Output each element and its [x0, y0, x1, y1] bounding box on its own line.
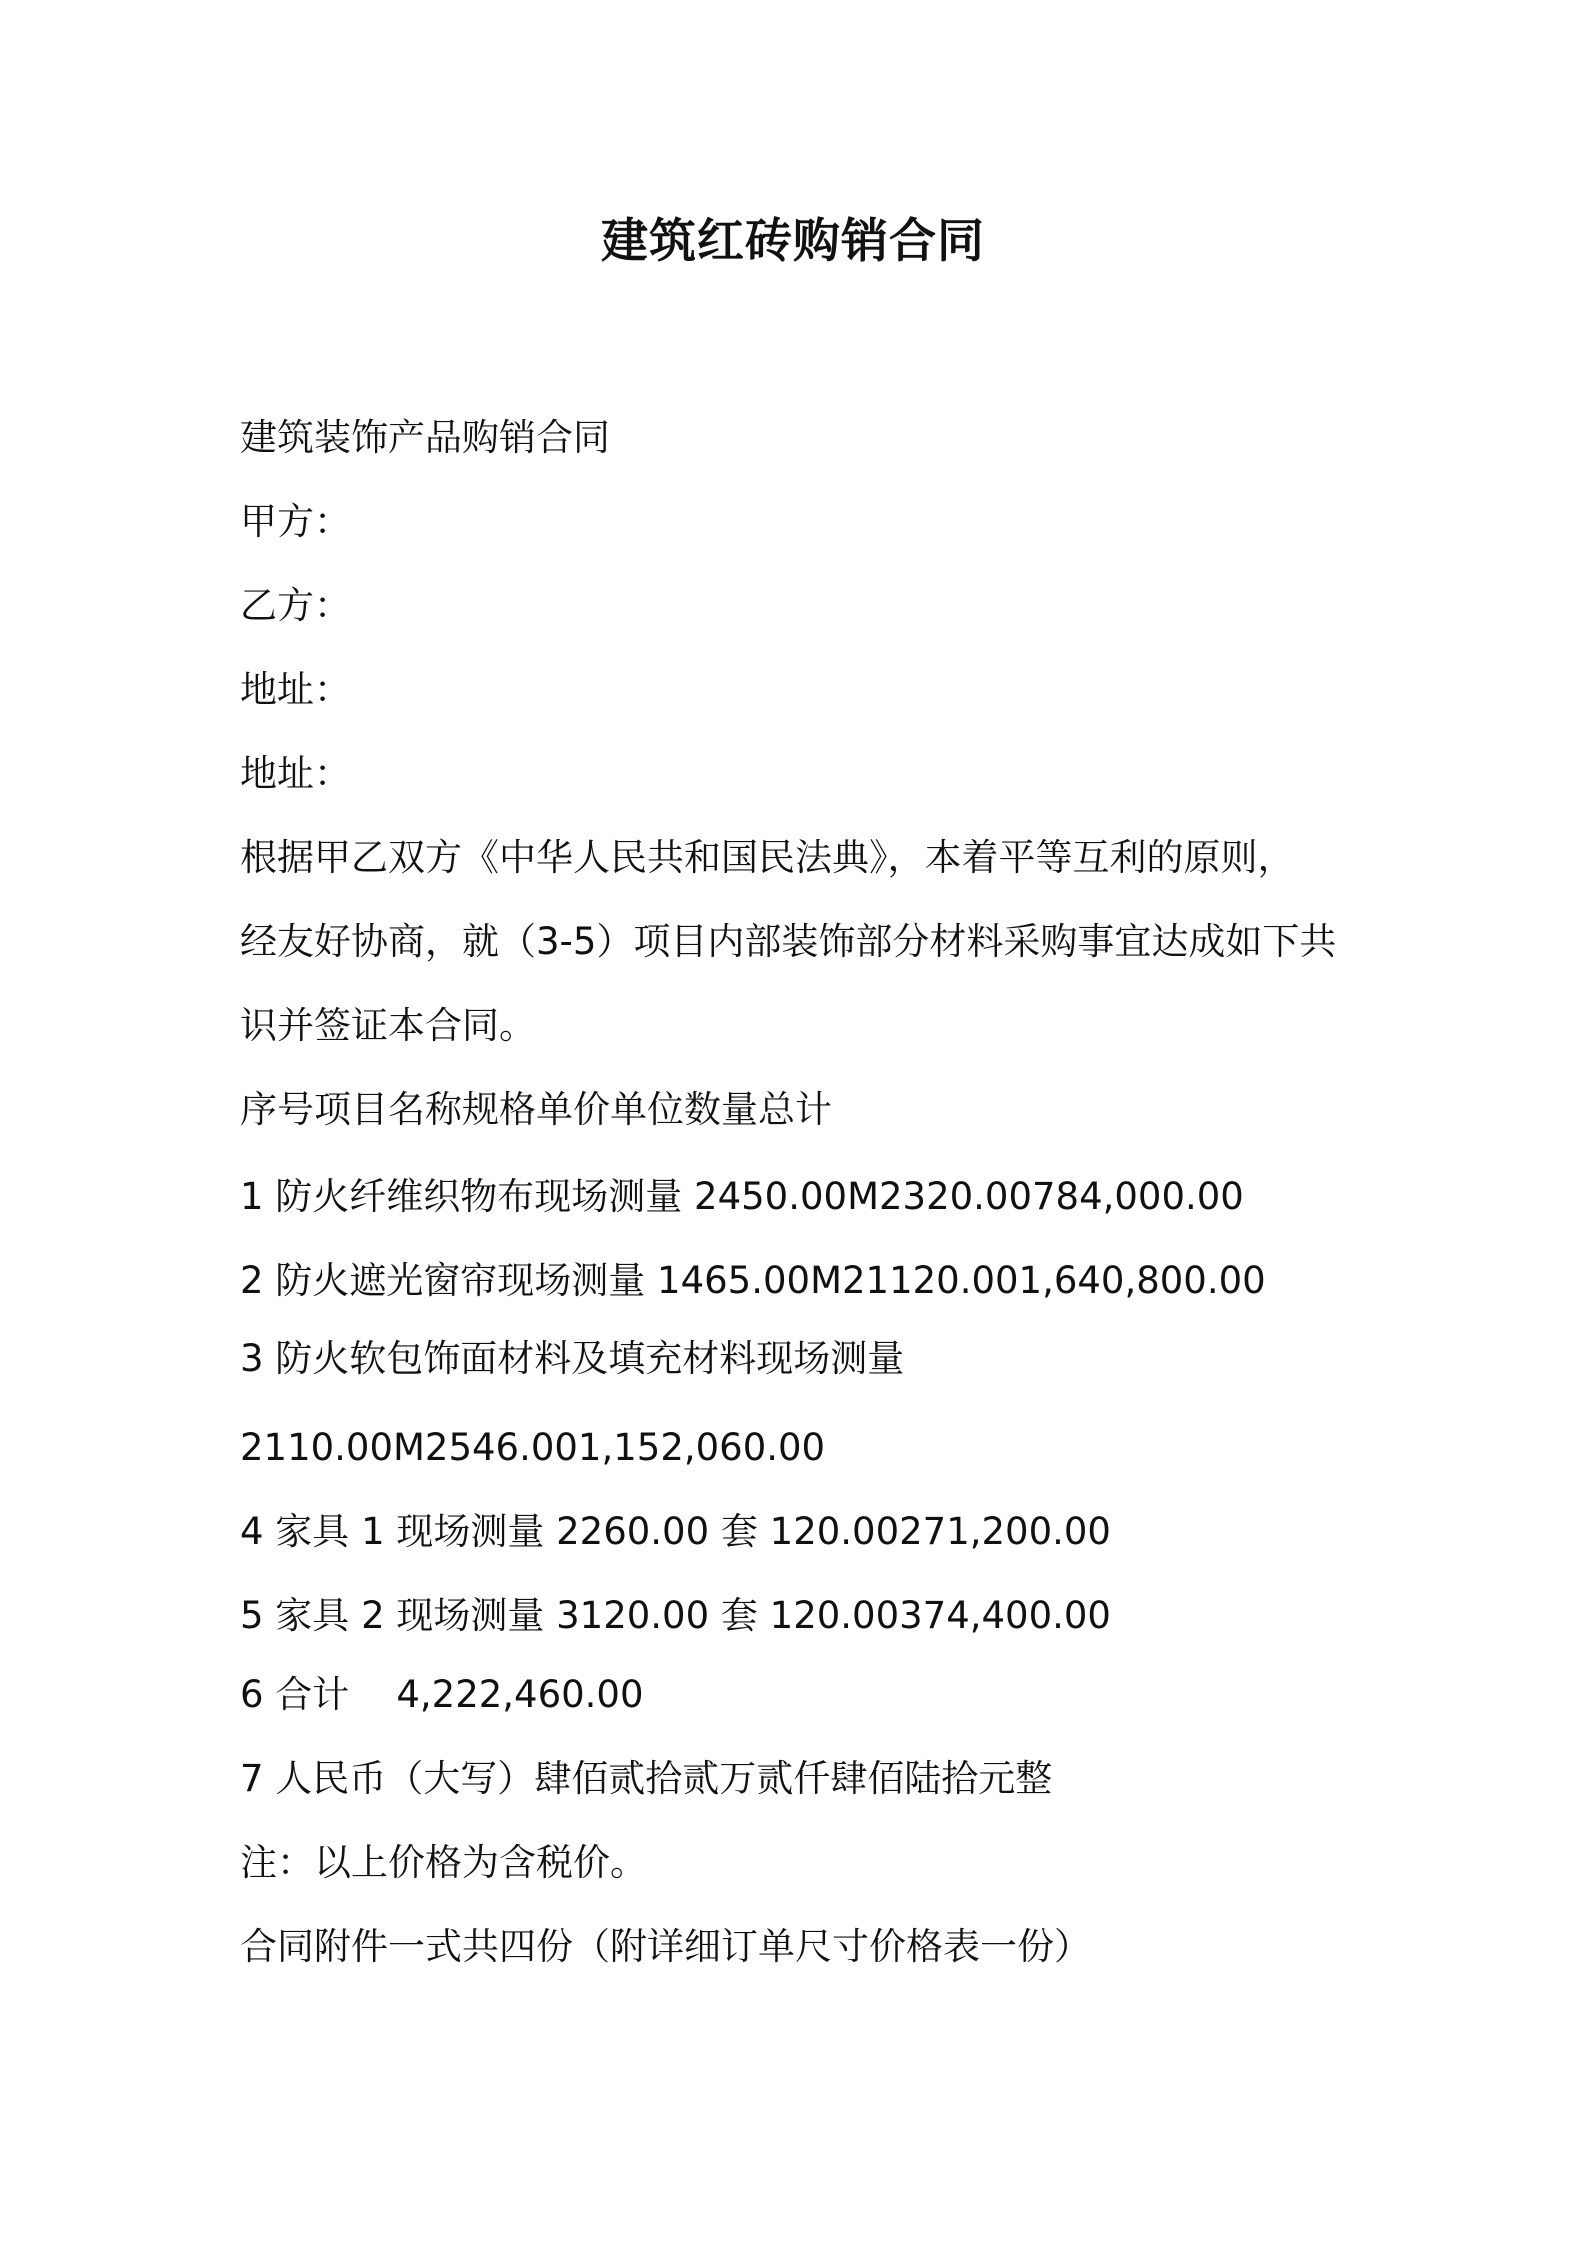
intro-paragraph-line-3: 识并签证本合同。	[240, 1004, 536, 1047]
intro-paragraph-line-2: 经友好协商，就（3-5）项目内部装饰部分材料采购事宜达成如下共	[240, 920, 1337, 963]
party-b-label: 乙方：	[240, 584, 351, 627]
address-label-2: 地址：	[240, 752, 351, 795]
total-line: 6 合计 4,222,460.00	[240, 1673, 644, 1716]
item-line-4: 4 家具 1 现场测量 2260.00 套 120.00271,200.00	[240, 1510, 1111, 1553]
item-line-5: 5 家具 2 现场测量 3120.00 套 120.00374,400.00	[240, 1594, 1111, 1637]
document-title: 建筑红砖购销合同	[601, 214, 985, 269]
item-line-3b: 2110.00M2546.001,152,060.00	[240, 1426, 826, 1469]
item-line-3a: 3 防火软包饰面材料及填充材料现场测量	[240, 1337, 905, 1380]
table-header-line: 序号项目名称规格单价单位数量总计	[240, 1088, 832, 1131]
attachment-note: 合同附件一式共四份（附详细订单尺寸价格表一份）	[240, 1925, 1091, 1968]
intro-paragraph-line-1: 根据甲乙双方《中华人民共和国民法典》，本着平等互利的原则，	[240, 836, 1295, 879]
tax-note: 注：以上价格为含税价。	[240, 1841, 647, 1884]
item-line-2: 2 防火遮光窗帘现场测量 1465.00M21120.001,640,800.00	[240, 1259, 1266, 1302]
address-label-1: 地址：	[240, 668, 351, 711]
item-line-1: 1 防火纤维织物布现场测量 2450.00M2320.00784,000.00	[240, 1175, 1244, 1218]
party-a-label: 甲方：	[240, 500, 351, 543]
document-subtitle: 建筑装饰产品购销合同	[240, 416, 610, 459]
total-capital-line: 7 人民币（大写）肆佰贰拾贰万贰仟肆佰陆拾元整	[240, 1757, 1053, 1800]
